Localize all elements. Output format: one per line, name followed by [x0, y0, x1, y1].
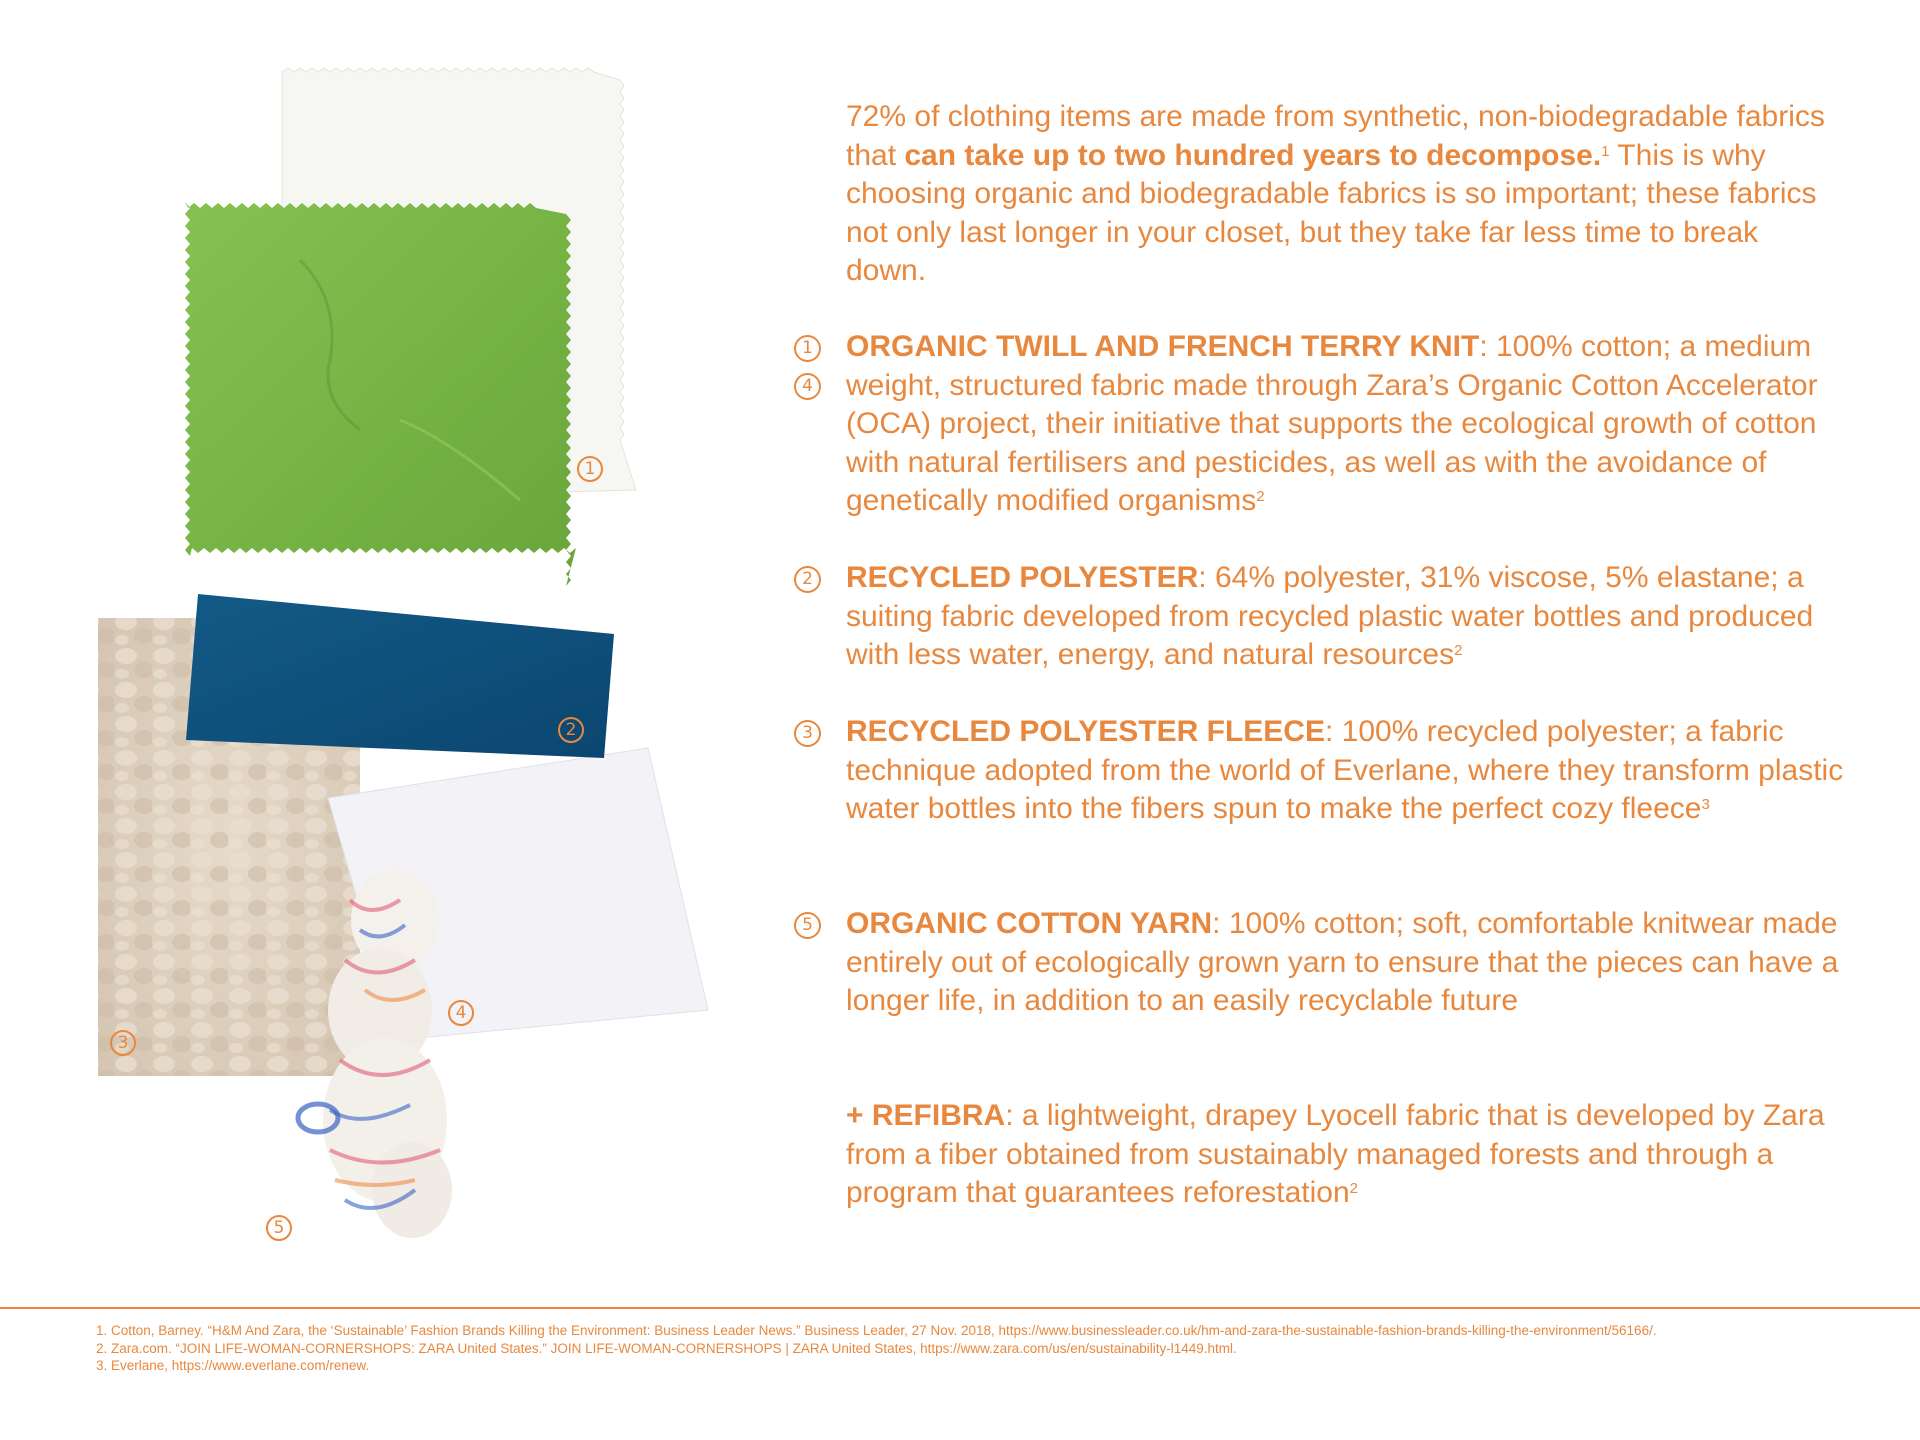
item-footnote-ref: 3 — [1701, 796, 1710, 813]
item-footnote-ref: 2 — [1256, 488, 1265, 505]
item-body: : 64% polyester, 31% viscose, 5% elastane; a suiting fabric developed from recycled plastic water bottles and produced with less water, energy, and natural resources — [846, 561, 1814, 671]
item-body: : 100% cotton; a medium weight, structured fabric made through Zara’s Organic Cotton Accelerator (OCA) project, their initiative that supports the ecological growth of cotton with natural fertilisers and pesticides, as well as with the avoidance of genetically modified organisms — [846, 330, 1818, 517]
intro-footnote-ref: 1 — [1601, 142, 1610, 160]
item-body: : a lightweight, drapey Lyocell fabric that is developed by Zara from a fiber obtained from sustainably managed forests and through a program that guarantees reforestation — [846, 1099, 1825, 1209]
footnote-2: 2. Zara.com. “JOIN LIFE-WOMAN-CORNERSHOPS: ZARA United States.” JOIN LIFE-WOMAN-CORNERSHOPS | ZARA United States, https://www.zara.com/us/en/sustainability-l1449.html. — [96, 1340, 1237, 1356]
item-body: : 100% cotton; soft, comfortable knitwear made entirely out of ecologically grown yarn to ensure that the pieces can have a longer life, in addition to an easily recyclable future — [846, 907, 1839, 1017]
swatch-label-fleece: 3 — [110, 1030, 136, 1056]
fabric-item-cotton-yarn — [846, 905, 1846, 1021]
item-badge: 4 — [794, 373, 821, 400]
swatch-label-blue: 2 — [558, 717, 584, 743]
intro-paragraph — [846, 98, 1846, 291]
footnotes — [96, 1322, 1816, 1375]
item-badge: 1 — [794, 335, 821, 362]
item-badge: 3 — [794, 720, 821, 747]
fabric-item-refibra — [846, 1097, 1846, 1213]
item-title: ORGANIC COTTON YARN — [846, 907, 1213, 940]
item-title: ORGANIC TWILL AND FRENCH TERRY KNIT — [846, 330, 1480, 363]
footer-divider — [0, 1307, 1920, 1309]
swatch-label-knit: 4 — [448, 1000, 474, 1026]
fabric-item-polyester-fleece — [846, 713, 1846, 829]
item-title: + REFIBRA — [846, 1099, 1006, 1132]
swatch-label-white: 1 — [577, 456, 603, 482]
fabric-item-recycled-polyester — [846, 559, 1846, 675]
footnote-3: 3. Everlane, https://www.everlane.com/renew. — [96, 1358, 370, 1373]
item-title: RECYCLED POLYESTER FLEECE — [846, 715, 1325, 748]
intro-text-end: This is why choosing organic and biodegradable fabrics is so important; these fabrics not only last longer in your closet, but they take far less time to break down. — [846, 138, 1817, 287]
intro-emphasis: can take up to two hundred years to decompose. — [904, 138, 1602, 172]
fabric-item-organic-twill — [846, 328, 1846, 521]
item-footnote-ref: 2 — [1454, 642, 1463, 659]
item-body: : 100% recycled polyester; a fabric technique adopted from the world of Everlane, where they transform plastic water bottles into the fibers spun to make the perfect cozy fleece — [846, 715, 1844, 825]
blue-polyester-swatch — [186, 594, 614, 758]
green-twill-swatch — [185, 202, 576, 586]
footnote-1: 1. Cotton, Barney. “H&M And Zara, the ‘Sustainable’ Fashion Brands Killing the Environment: Business Leader News.” Business Leader, 27 Nov. 2018, https://www.businessleader.co.uk/hm-and-zara-the-sustainable-fashion-brands-killing-the-environment/56166/. — [96, 1323, 1657, 1338]
item-title: RECYCLED POLYESTER — [846, 561, 1199, 594]
item-badge: 5 — [794, 912, 821, 939]
fabric-swatches — [0, 0, 760, 1300]
item-footnote-ref: 2 — [1349, 1180, 1358, 1197]
item-badge: 2 — [794, 566, 821, 593]
swatch-label-yarn: 5 — [266, 1215, 292, 1241]
intro-text: 72% of clothing items are made from synthetic, non-biodegradable fabrics that — [846, 100, 1825, 172]
